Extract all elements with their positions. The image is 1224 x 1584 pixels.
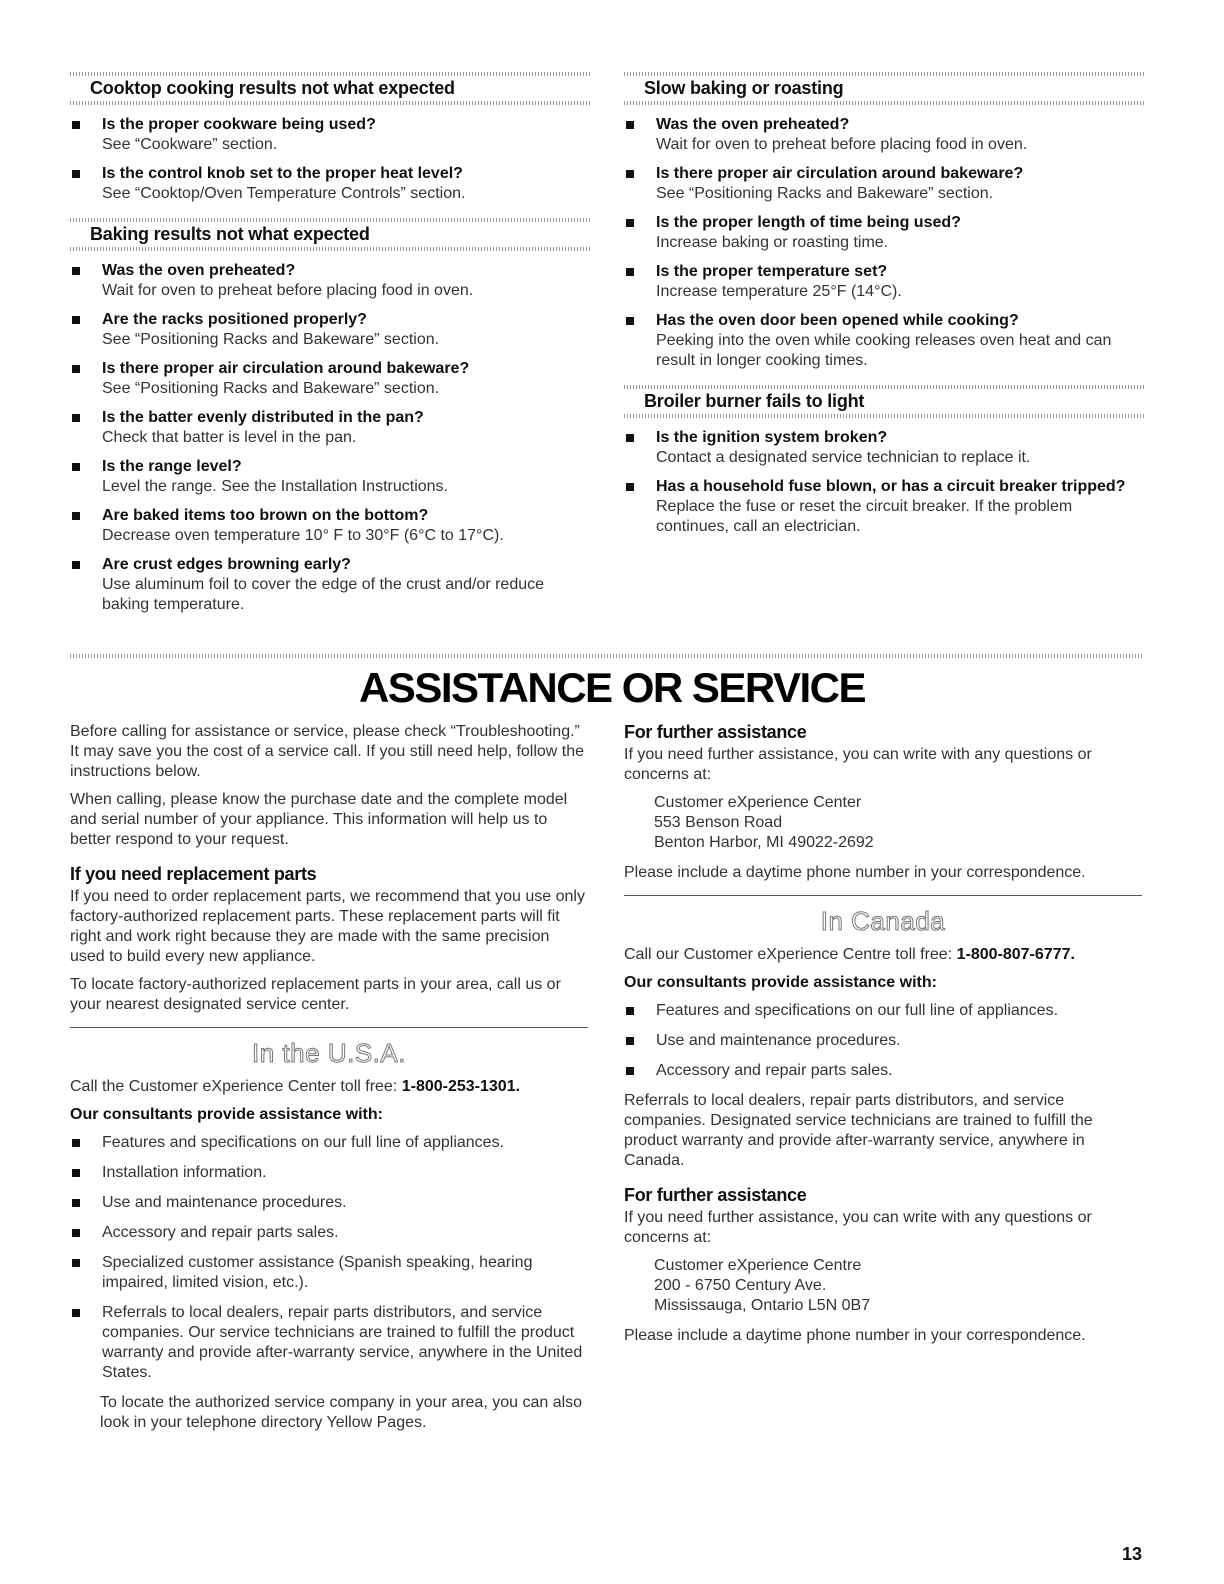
paragraph: If you need further assistance, you can write with any questions or concerns at:	[624, 746, 1092, 783]
list-item	[70, 1303, 588, 1383]
list-item	[70, 1193, 588, 1213]
cooktop-question-list	[70, 115, 590, 204]
address-line: Customer eXperience Center	[654, 794, 862, 811]
troubleshooting-left-column	[70, 72, 590, 629]
list-item	[70, 115, 590, 155]
intro-paragraph: Before calling for assistance or service, please check “Troubleshooting.” It may save you the cost of a service call. If you still need help, follow the instructions below.	[70, 723, 585, 780]
address-line: 553 Benson Road	[654, 814, 783, 831]
answer: Check that batter is level in the pan.	[102, 429, 357, 446]
square-bullet-icon	[72, 267, 80, 275]
consultants-label: Our consultants provide assistance with:	[624, 974, 937, 991]
locate-paragraph: To locate the authorized service company in your area, you can also look in your telephone directory Yellow Pages.	[100, 1394, 583, 1431]
paragraph: Please include a daytime phone number in your correspondence.	[624, 864, 1086, 881]
list-item	[70, 457, 590, 497]
question: Is the proper cookware being used?	[102, 116, 376, 133]
answer: Wait for oven to preheat before placing food in oven.	[656, 136, 1028, 153]
section-heading-baking: Baking results not what expected	[70, 218, 590, 251]
list-item	[70, 164, 590, 204]
list-item-text: Installation information.	[102, 1164, 267, 1181]
answer: Replace the fuse or reset the circuit breaker. If the problem continues, call an electrician.	[656, 498, 1073, 535]
assistance-left-column	[70, 722, 588, 1441]
square-bullet-icon	[626, 170, 634, 178]
answer: Use aluminum foil to cover the edge of the crust and/or reduce baking temperature.	[102, 576, 545, 613]
replacement-parts-heading: If you need replacement parts	[70, 864, 317, 884]
usa-section	[70, 1027, 588, 1433]
answer: See “Cooktop/Oven Temperature Controls” section.	[102, 185, 466, 202]
list-item	[624, 1031, 1142, 1051]
list-item	[70, 555, 590, 615]
list-item	[624, 311, 1144, 371]
baking-question-list	[70, 261, 590, 615]
consultants-label: Our consultants provide assistance with:	[70, 1106, 383, 1123]
square-bullet-icon	[626, 483, 634, 491]
answer: Peeking into the oven while cooking releases oven heat and can result in longer cooking times.	[656, 332, 1112, 369]
list-item	[70, 310, 590, 350]
square-bullet-icon	[72, 121, 80, 129]
list-item-text: Accessory and repair parts sales.	[656, 1062, 893, 1079]
list-item	[624, 1061, 1142, 1081]
usa-assistance-list	[70, 1133, 588, 1383]
square-bullet-icon	[72, 1259, 80, 1267]
troubleshooting-right-column	[624, 72, 1144, 551]
canada-phone-number: 1-800-807-6777.	[956, 946, 1075, 963]
square-bullet-icon	[72, 316, 80, 324]
list-item	[70, 506, 590, 546]
square-bullet-icon	[72, 1229, 80, 1237]
square-bullet-icon	[72, 1309, 80, 1317]
square-bullet-icon	[72, 512, 80, 520]
paragraph: Please include a daytime phone number in your correspondence.	[624, 1327, 1086, 1344]
call-text: Call our Customer eXperience Centre toll free:	[624, 946, 957, 963]
canada-section	[624, 895, 1142, 1346]
question: Is there proper air circulation around bakeware?	[656, 165, 1024, 182]
square-bullet-icon	[72, 414, 80, 422]
list-item-text: Accessory and repair parts sales.	[102, 1224, 339, 1241]
list-item-text: Specialized customer assistance (Spanish speaking, hearing impaired, limited vision, etc.).	[102, 1254, 533, 1291]
question: Was the oven preheated?	[102, 262, 296, 279]
mailing-address	[624, 793, 1142, 853]
square-bullet-icon	[626, 317, 634, 325]
list-item	[70, 1133, 588, 1153]
list-item-text: Referrals to local dealers, repair parts distributors, and service companies. Our service technicians are trained to fulfill the product warranty and provide after-warranty service, anywhere in the United States.	[102, 1304, 583, 1381]
answer: Increase baking or roasting time.	[656, 234, 889, 251]
divider	[70, 654, 1142, 658]
question: Are baked items too brown on the bottom?	[102, 507, 429, 524]
question: Was the oven preheated?	[656, 116, 850, 133]
question: Is the proper length of time being used?	[656, 214, 961, 231]
question: Is the range level?	[102, 458, 242, 475]
question: Has a household fuse blown, or has a circuit breaker tripped?	[656, 478, 1126, 495]
list-item	[70, 1163, 588, 1183]
list-item	[624, 115, 1144, 155]
answer: Increase temperature 25°F (14°C).	[656, 283, 902, 300]
paragraph: To locate factory-authorized replacement parts in your area, call us or your nearest designated service center.	[70, 976, 561, 1013]
further-assistance-heading: For further assistance	[624, 722, 807, 742]
slow-baking-question-list	[624, 115, 1144, 371]
list-item	[624, 1001, 1142, 1021]
question: Has the oven door been opened while cooking?	[656, 312, 1019, 329]
list-item-text: Use and maintenance procedures.	[656, 1032, 901, 1049]
answer: See “Positioning Racks and Bakeware” section.	[656, 185, 994, 202]
answer: See “Positioning Racks and Bakeware” section.	[102, 380, 440, 397]
square-bullet-icon	[72, 561, 80, 569]
list-item	[624, 428, 1144, 468]
question: Is the control knob set to the proper heat level?	[102, 165, 463, 182]
address-line: Mississauga, Ontario L5N 0B7	[654, 1297, 871, 1314]
question: Are the racks positioned properly?	[102, 311, 367, 328]
address-line: Benton Harbor, MI 49022-2692	[654, 834, 874, 851]
square-bullet-icon	[626, 1007, 634, 1015]
canada-assistance-list	[624, 1001, 1142, 1081]
square-bullet-icon	[626, 434, 634, 442]
list-item	[70, 359, 590, 399]
address-line: 200 - 6750 Century Ave.	[654, 1277, 827, 1294]
list-item	[70, 1253, 588, 1293]
section-heading-cooktop: Cooktop cooking results not what expected	[70, 72, 590, 105]
question: Is there proper air circulation around bakeware?	[102, 360, 470, 377]
question: Is the proper temperature set?	[656, 263, 888, 280]
list-item	[70, 261, 590, 301]
list-item	[624, 262, 1144, 302]
square-bullet-icon	[72, 170, 80, 178]
list-item-text: Use and maintenance procedures.	[102, 1194, 347, 1211]
answer: Contact a designated service technician to replace it.	[656, 449, 1031, 466]
assistance-right-column	[624, 722, 1142, 1354]
usa-heading: In the U.S.A.	[252, 1038, 406, 1068]
answer: Decrease oven temperature 10° F to 30°F (6°C to 17°C).	[102, 527, 504, 544]
page-number: 13	[1121, 1544, 1142, 1564]
square-bullet-icon	[72, 1139, 80, 1147]
usa-call-line	[70, 1077, 588, 1097]
mailing-address	[624, 1256, 1142, 1316]
list-item	[70, 1223, 588, 1243]
list-item	[70, 408, 590, 448]
list-item	[624, 477, 1144, 537]
question: Is the ignition system broken?	[656, 429, 888, 446]
paragraph: If you need further assistance, you can write with any questions or concerns at:	[624, 1209, 1092, 1246]
answer: Level the range. See the Installation Instructions.	[102, 478, 448, 495]
square-bullet-icon	[626, 219, 634, 227]
square-bullet-icon	[72, 1199, 80, 1207]
page-title: ASSISTANCE OR SERVICE	[358, 664, 866, 711]
list-item	[624, 213, 1144, 253]
list-item	[624, 164, 1144, 204]
square-bullet-icon	[72, 1169, 80, 1177]
answer: See “Cookware” section.	[102, 136, 278, 153]
further-assistance-heading: For further assistance	[624, 1185, 807, 1205]
question: Is the batter evenly distributed in the pan?	[102, 409, 424, 426]
question: Are crust edges browning early?	[102, 556, 351, 573]
section-heading-slow-baking: Slow baking or roasting	[624, 72, 1144, 105]
square-bullet-icon	[72, 463, 80, 471]
call-text: Call the Customer eXperience Center toll free:	[70, 1078, 402, 1095]
broiler-question-list	[624, 428, 1144, 537]
answer: Wait for oven to preheat before placing food in oven.	[102, 282, 474, 299]
list-item-text: Features and specifications on our full line of appliances.	[102, 1134, 505, 1151]
paragraph: If you need to order replacement parts, we recommend that you use only factory-authorized replacement parts. These replacement parts will fit right and work right because they are made with the same precision used to build every new appliance.	[70, 888, 585, 965]
canada-call-line	[624, 945, 1142, 965]
section-heading-broiler: Broiler burner fails to light	[624, 385, 1144, 418]
referrals-paragraph: Referrals to local dealers, repair parts distributors, and service companies. Designated service technicians are trained to fulfill the product warranty and provide after-warranty service, anywhere in Canada.	[624, 1092, 1093, 1169]
intro-paragraph: When calling, please know the purchase date and the complete model and serial number of your appliance. This information will help us to better respond to your request.	[70, 791, 568, 848]
square-bullet-icon	[626, 268, 634, 276]
answer: See “Positioning Racks and Bakeware” section.	[102, 331, 440, 348]
square-bullet-icon	[626, 121, 634, 129]
square-bullet-icon	[626, 1037, 634, 1045]
usa-phone-number: 1-800-253-1301.	[401, 1078, 521, 1095]
square-bullet-icon	[72, 365, 80, 373]
square-bullet-icon	[626, 1067, 634, 1075]
canada-heading: In Canada	[820, 906, 946, 936]
list-item-text: Features and specifications on our full line of appliances.	[656, 1002, 1059, 1019]
address-line: Customer eXperience Centre	[654, 1257, 862, 1274]
